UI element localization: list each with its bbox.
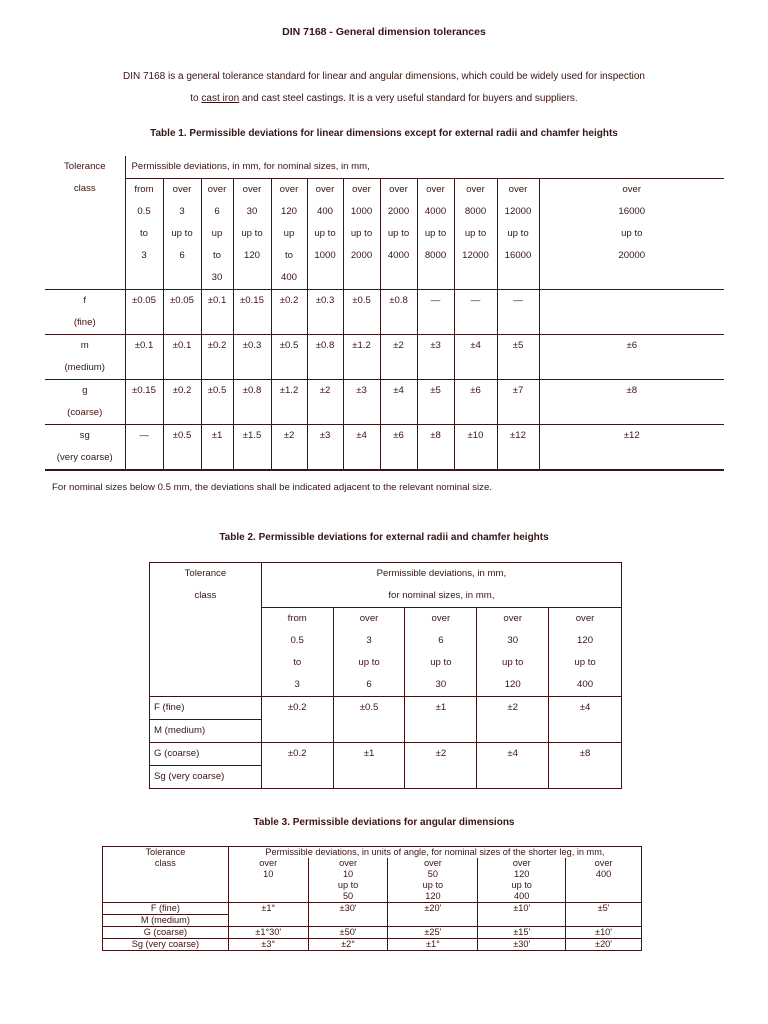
t1-size-col-header	[233, 179, 271, 290]
t2-class-cell: Sg (very coarse)	[150, 766, 262, 789]
table-row	[103, 939, 642, 951]
t3-value-cell: ±5'	[566, 903, 642, 927]
t3-class-cell: G (coarse)	[103, 927, 229, 939]
t2-class-cell: G (coarse)	[150, 743, 262, 766]
t1-span-header: Permissible deviations, in mm, for nominal sizes, in mm,	[125, 156, 724, 179]
t2-size-col-header	[477, 608, 549, 697]
t3-class-cell: Sg (very coarse)	[103, 939, 229, 951]
size-header-line: over	[431, 613, 451, 624]
table-row	[103, 927, 642, 939]
t1-value-cell: ±0.5	[343, 290, 380, 335]
size-header-line: from	[287, 613, 307, 624]
size-header-line: up to	[171, 228, 193, 239]
size-header-line: 16000	[618, 206, 646, 217]
size-header-line: to	[293, 657, 302, 668]
t1-value-cell: ±0.8	[307, 335, 343, 380]
size-header-line: 6	[366, 679, 372, 690]
size-header-line: 30	[246, 206, 258, 217]
size-header-line: over	[575, 613, 595, 624]
size-header-line: 8000	[424, 250, 447, 261]
t1-value-cell: ±6	[454, 380, 497, 425]
t1-class-cell	[45, 335, 125, 380]
t1-value-cell	[539, 290, 724, 335]
intro-line-2-pre: to	[190, 93, 202, 104]
t2-value-cell: ±0.2	[261, 697, 333, 743]
size-header-line: 6	[214, 206, 220, 217]
size-header-line: over	[594, 858, 613, 868]
t1-value-cell: ±0.05	[163, 290, 201, 335]
size-header-line: over	[508, 184, 528, 195]
size-header-line: over	[207, 184, 227, 195]
size-header-line: 8000	[464, 206, 487, 217]
size-header-line: over	[389, 184, 408, 195]
size-header-line: up to	[424, 228, 447, 239]
t1-value-cell: ±6	[539, 335, 724, 380]
size-header-line: over	[622, 184, 642, 195]
size-header-line: over	[352, 184, 371, 195]
size-header-line: to	[212, 250, 221, 261]
size-header-line: 4000	[387, 250, 410, 261]
t1-value-cell: ±0.5	[271, 335, 307, 380]
size-header-line: 120	[243, 250, 260, 261]
size-header-line: up to	[314, 228, 336, 239]
t1-value-cell: ±0.15	[233, 290, 271, 335]
t1-value-cell: —	[417, 290, 454, 335]
t3-value-cell: ±1°	[388, 939, 478, 951]
class-header-line: class	[154, 858, 176, 868]
size-header-line: up to	[621, 228, 643, 239]
t1-size-col-header	[125, 179, 163, 290]
size-header-line: 6	[179, 250, 185, 261]
t1-size-col-header	[539, 179, 724, 290]
size-header-line: 400	[316, 206, 333, 217]
t3-value-cell: ±20'	[566, 939, 642, 951]
t1-value-cell: ±12	[539, 425, 724, 471]
size-header-line: up to	[387, 228, 410, 239]
t1-value-cell: —	[125, 425, 163, 471]
size-header-line: over	[279, 184, 299, 195]
t3-value-cell: ±10'	[566, 927, 642, 939]
table2-radii-deviations	[149, 562, 622, 789]
size-header-line: 120	[514, 869, 530, 879]
intro-line-1: DIN 7168 is a general tolerance standard for linear and angular dimensions, which could be widely used for inspection	[123, 71, 645, 82]
class-code: g	[82, 385, 88, 396]
table-row	[45, 290, 724, 335]
span-header-line: for nominal sizes, in mm,	[388, 590, 495, 601]
size-header-line: to	[284, 250, 293, 261]
size-header-line: up to	[430, 657, 452, 668]
size-header-line: 30	[435, 679, 447, 690]
size-header-line: 1000	[314, 250, 336, 261]
t1-value-cell: ±1.2	[271, 380, 307, 425]
size-header-line: up to	[241, 228, 263, 239]
intro-line-2	[60, 88, 708, 110]
t2-value-cell: ±0.2	[261, 743, 333, 789]
size-header-line: 1000	[350, 206, 373, 217]
t3-size-col-header	[308, 858, 388, 903]
t2-size-col-header	[549, 608, 622, 697]
intro-line-2-post: and cast steel castings. It is a very useful standard for buyers and suppliers.	[239, 93, 578, 104]
size-header-line: 0.5	[137, 206, 151, 217]
size-header-line: over	[359, 613, 379, 624]
t3-value-cell: ±3°	[228, 939, 308, 951]
t3-value-cell: ±25'	[388, 927, 478, 939]
class-header-line: Tolerance	[145, 847, 186, 857]
class-name: (coarse)	[67, 407, 103, 418]
t2-value-cell: ±1	[405, 697, 477, 743]
t1-value-cell: ±0.2	[201, 335, 233, 380]
class-code: sg	[79, 430, 90, 441]
t2-value-cell: ±1	[333, 743, 405, 789]
t1-size-col-header	[497, 179, 539, 290]
size-header-line: over	[172, 184, 192, 195]
table-row	[45, 380, 724, 425]
size-header-line: 50	[427, 869, 438, 879]
t1-value-cell: ±7	[497, 380, 539, 425]
t1-value-cell: ±8	[539, 380, 724, 425]
class-header-line: class	[194, 590, 217, 601]
t1-note: For nominal sizes below 0.5 mm, the deviations shall be indicated adjacent to the relevant nominal size.	[45, 470, 724, 503]
t2-value-cell: ±8	[549, 743, 622, 789]
class-header-line: Tolerance	[184, 568, 227, 579]
t2-class-cell: F (fine)	[150, 697, 262, 720]
size-header-line: up to	[574, 657, 596, 668]
size-header-line: over	[315, 184, 335, 195]
class-name: (medium)	[64, 362, 105, 373]
t1-value-cell: ±10	[454, 425, 497, 471]
size-header-line: up to	[337, 880, 359, 890]
t1-value-cell: ±0.8	[233, 380, 271, 425]
t1-value-cell: ±6	[380, 425, 417, 471]
size-header-line: 10	[342, 869, 354, 879]
t1-value-cell: ±0.8	[380, 290, 417, 335]
t1-value-cell: ±3	[307, 425, 343, 471]
table3-angular-deviations	[102, 846, 642, 951]
size-header-line: 10	[263, 869, 274, 879]
t1-value-cell: ±2	[271, 425, 307, 471]
t1-size-col-header	[307, 179, 343, 290]
span-header-line: Permissible deviations, in mm,	[376, 568, 507, 579]
t1-size-col-header	[380, 179, 417, 290]
table3-caption: Table 3. Permissible deviations for angular dimensions	[253, 817, 515, 828]
t3-size-col-header	[228, 858, 308, 903]
t1-value-cell: —	[454, 290, 497, 335]
t1-class-header	[45, 156, 125, 290]
t1-value-cell: ±1	[201, 425, 233, 471]
table-row	[150, 743, 622, 766]
t1-value-cell: ±0.5	[163, 425, 201, 471]
size-header-line: to	[139, 228, 148, 239]
t1-value-cell: ±2	[380, 335, 417, 380]
size-header-line: 120	[504, 679, 521, 690]
t2-class-header	[150, 563, 262, 697]
t1-size-col-header	[271, 179, 307, 290]
t3-size-col-header	[388, 858, 478, 903]
t1-value-cell: ±2	[307, 380, 343, 425]
size-header-line: up to	[507, 228, 529, 239]
t2-value-cell: ±2	[477, 697, 549, 743]
t1-value-cell: ±4	[454, 335, 497, 380]
t2-size-col-header	[333, 608, 405, 697]
size-header-line: 30	[507, 635, 519, 646]
t2-value-cell: ±2	[405, 743, 477, 789]
t1-value-cell: ±1.5	[233, 425, 271, 471]
t2-value-cell: ±4	[549, 697, 622, 743]
size-header-line: 3	[294, 679, 300, 690]
t1-class-cell	[45, 425, 125, 471]
t3-value-cell: ±15'	[478, 927, 566, 939]
intro-paragraph	[60, 66, 708, 110]
t1-value-cell: ±0.2	[271, 290, 307, 335]
t1-value-cell: ±1.2	[343, 335, 380, 380]
size-header-line: up to	[422, 880, 444, 890]
size-header-line: up to	[464, 228, 487, 239]
size-header-line: 0.5	[290, 635, 304, 646]
size-header-line: up	[283, 228, 295, 239]
t2-class-cell: M (medium)	[150, 720, 262, 743]
size-header-line: 6	[438, 635, 444, 646]
t1-size-col-header	[417, 179, 454, 290]
size-header-line: 30	[211, 272, 223, 283]
size-header-line: over	[259, 858, 278, 868]
t1-value-cell: ±3	[417, 335, 454, 380]
t1-value-cell: ±0.1	[201, 290, 233, 335]
size-header-line: over	[503, 613, 523, 624]
t1-size-col-header	[201, 179, 233, 290]
t3-class-cell: F (fine)	[103, 903, 229, 915]
size-header-line: over	[242, 184, 262, 195]
t1-value-cell: ±0.3	[307, 290, 343, 335]
t1-value-cell: ±12	[497, 425, 539, 471]
class-header-line: class	[73, 183, 96, 194]
t1-value-cell: ±0.5	[201, 380, 233, 425]
table-row	[103, 903, 642, 915]
size-header-line: 16000	[504, 250, 532, 261]
t1-class-cell	[45, 380, 125, 425]
t1-class-cell	[45, 290, 125, 335]
table1-caption: Table 1. Permissible deviations for linear dimensions except for external radii and chamfer heights	[150, 128, 618, 139]
t2-size-col-header	[405, 608, 477, 697]
t3-value-cell: ±30'	[478, 939, 566, 951]
table-row	[150, 697, 622, 720]
table-row	[45, 425, 724, 471]
size-header-line: 400	[280, 272, 297, 283]
cast-iron-link[interactable]: cast iron	[201, 93, 240, 104]
t1-value-cell: ±0.3	[233, 335, 271, 380]
size-header-line: over	[512, 858, 531, 868]
class-name: (fine)	[73, 317, 96, 328]
t1-value-cell: ±0.1	[125, 335, 163, 380]
t3-size-col-header	[566, 858, 642, 903]
t1-value-cell: ±0.1	[163, 335, 201, 380]
table1-linear-deviations	[45, 156, 724, 503]
size-header-line: 3	[366, 635, 372, 646]
t3-value-cell: ±20'	[388, 903, 478, 927]
size-header-line: up to	[511, 880, 532, 890]
size-header-line: over	[426, 184, 445, 195]
t1-value-cell: ±0.15	[125, 380, 163, 425]
t1-value-cell: ±0.2	[163, 380, 201, 425]
t3-value-cell: ±30'	[308, 903, 388, 927]
size-header-line: 400	[577, 679, 594, 690]
size-header-line: 2000	[350, 250, 373, 261]
class-name: (very coarse)	[56, 452, 113, 463]
size-header-line: 3	[141, 250, 147, 261]
t3-value-cell: ±1°	[228, 903, 308, 927]
size-header-line: 3	[179, 206, 185, 217]
t1-value-cell: ±0.05	[125, 290, 163, 335]
size-header-line: over	[339, 858, 357, 868]
t3-size-col-header	[478, 858, 566, 903]
size-header-line: 12000	[462, 250, 489, 261]
class-code: m	[80, 340, 89, 351]
t3-value-cell: ±50'	[308, 927, 388, 939]
t1-size-col-header	[454, 179, 497, 290]
size-header-line: 400	[514, 891, 530, 901]
size-header-line: 2000	[387, 206, 410, 217]
t3-class-header	[103, 847, 229, 903]
t3-span-header: Permissible deviations, in units of angle, for nominal sizes of the shorter leg, in mm,	[228, 847, 641, 859]
size-header-line: 120	[577, 635, 594, 646]
t1-value-cell: —	[497, 290, 539, 335]
t2-span-header	[261, 563, 621, 608]
size-header-line: 120	[280, 206, 297, 217]
table2-caption: Table 2. Permissible deviations for external radii and chamfer heights	[219, 532, 549, 543]
size-header-line: 20000	[618, 250, 646, 261]
t1-value-cell: ±8	[417, 425, 454, 471]
size-header-line: 4000	[424, 206, 447, 217]
class-header-line: Tolerance	[63, 161, 106, 172]
size-header-line: 400	[595, 869, 612, 879]
page-title: DIN 7168 - General dimension tolerances	[282, 26, 486, 38]
t3-value-cell: ±1°30'	[228, 927, 308, 939]
size-header-line: up to	[358, 657, 380, 668]
t2-value-cell: ±0.5	[333, 697, 405, 743]
size-header-line: up to	[502, 657, 524, 668]
size-header-line: from	[134, 184, 154, 195]
table-row	[45, 335, 724, 380]
t1-value-cell: ±5	[497, 335, 539, 380]
size-header-line: over	[466, 184, 485, 195]
t1-value-cell: ±5	[417, 380, 454, 425]
t3-value-cell: ±2°	[308, 939, 388, 951]
t1-size-col-header	[163, 179, 201, 290]
t1-value-cell: ±4	[380, 380, 417, 425]
size-header-line: up to	[350, 228, 373, 239]
size-header-line: 50	[342, 891, 354, 901]
t2-size-col-header	[261, 608, 333, 697]
t3-value-cell: ±10'	[478, 903, 566, 927]
class-code: f	[83, 295, 87, 306]
size-header-line: up	[211, 228, 223, 239]
t1-value-cell: ±3	[343, 380, 380, 425]
t3-class-cell: M (medium)	[103, 915, 229, 927]
t2-value-cell: ±4	[477, 743, 549, 789]
size-header-line: 120	[425, 891, 441, 901]
size-header-line: over	[423, 858, 442, 868]
t1-size-col-header	[343, 179, 380, 290]
size-header-line: 12000	[504, 206, 532, 217]
t1-value-cell: ±4	[343, 425, 380, 471]
